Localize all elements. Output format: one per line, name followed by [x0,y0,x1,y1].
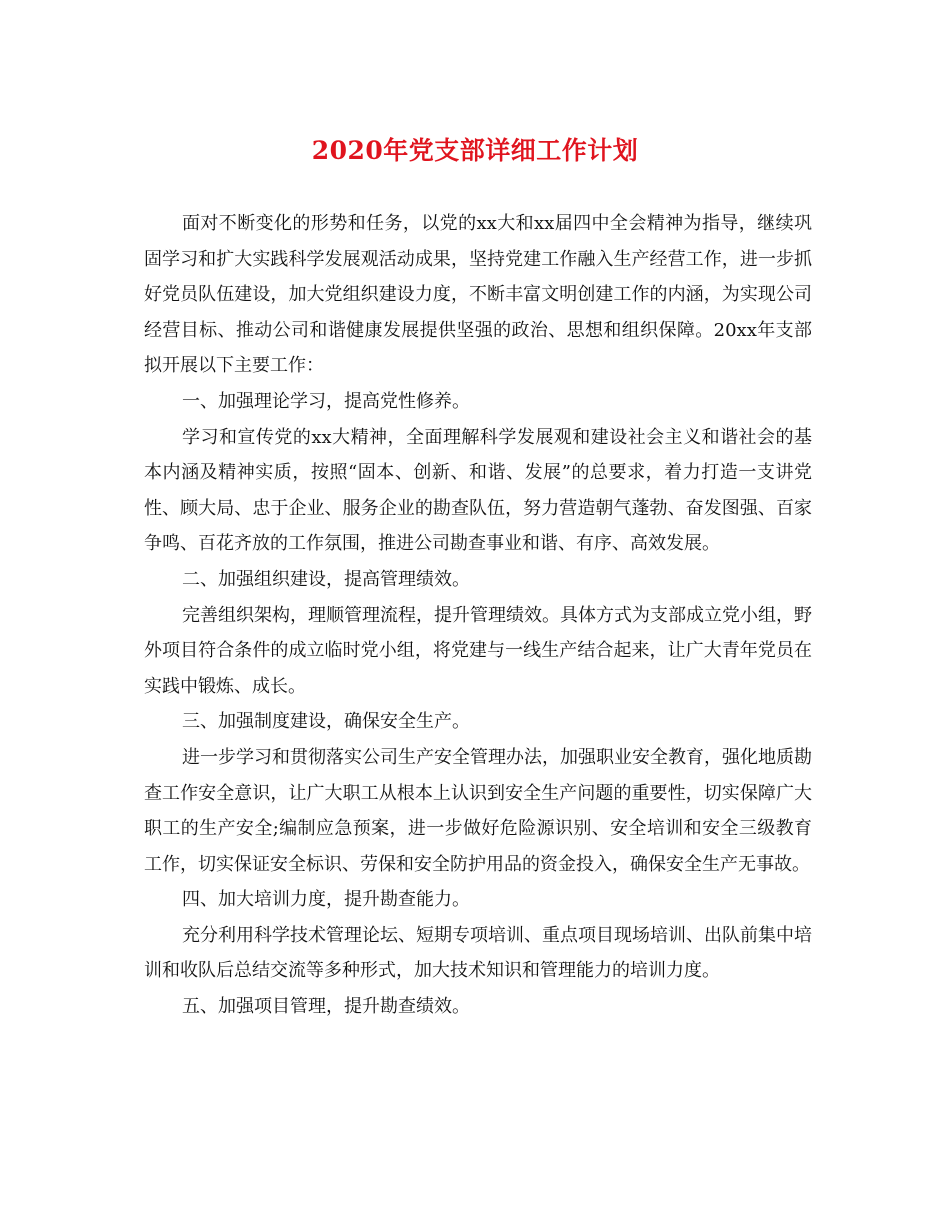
section-heading-3: 三、加强制度建设，确保安全生产。 [182,711,470,733]
paragraph-section-4: 充分利用科学技术管理论坛、短期专项培训、重点项目现场培训、出队前集中培训和收队后总结交流等多种形式，加大技术知识和管理能力的培训力度。 [144,924,812,982]
section-heading-5: 五、加强项目管理，提升勘查绩效。 [182,996,470,1018]
document-title: 2020年党支部详细工作计划 [311,136,639,165]
paragraph-section-2: 完善组织架构，理顺管理流程，提升管理绩效。具体方式为支部成立党小组，野外项目符合条件的成立临时党小组，将党建与一线生产结合起来，让广大青年党员在实践中锻炼、成长。 [144,604,812,697]
section-heading-1: 一、加强理论学习，提高党性修养。 [182,390,470,412]
document-body [144,206,812,1025]
paragraph-intro: 面对不断变化的形势和任务，以党的xx大和xx届四中全会精神为指导，继续巩固学习和扩大实践科学发展观活动成果，坚持党建工作融入生产经营工作，进一步抓好党员队伍建设，加大党组织建设力度，不断丰富文明创建工作的内涵，为实现公司经营目标、推动公司和谐健康发展提供坚强的政治、思想和组织保障。20xx年支部拟开展以下主要工作： [144,213,812,377]
section-heading-2: 二、加强组织建设，提高管理绩效。 [182,568,470,590]
paragraph-section-1: 学习和宣传党的xx大精神，全面理解科学发展观和建设社会主义和谐社会的基本内涵及精神实质，按照“固本、创新、和谐、发展”的总要求，着力打造一支讲党性、顾大局、忠于企业、服务企业的勘查队伍，努力营造朝气蓬勃、奋发图强、百家争鸣、百花齐放的工作氛围，推进公司勘查事业和谐、有序、高效发展。 [144,426,812,555]
section-heading-4: 四、加大培训力度，提升勘查能力。 [182,889,470,911]
paragraph-section-3: 进一步学习和贯彻落实公司生产安全管理办法，加强职业安全教育，强化地质勘查工作安全意识，让广大职工从根本上认识到安全生产问题的重要性，切实保障广大职工的生产安全;编制应急预案，进一步做好危险源识别、安全培训和安全三级教育工作，切实保证安全标识、劳保和安全防护用品的资金投入，确保安全生产无事故。 [144,746,812,875]
